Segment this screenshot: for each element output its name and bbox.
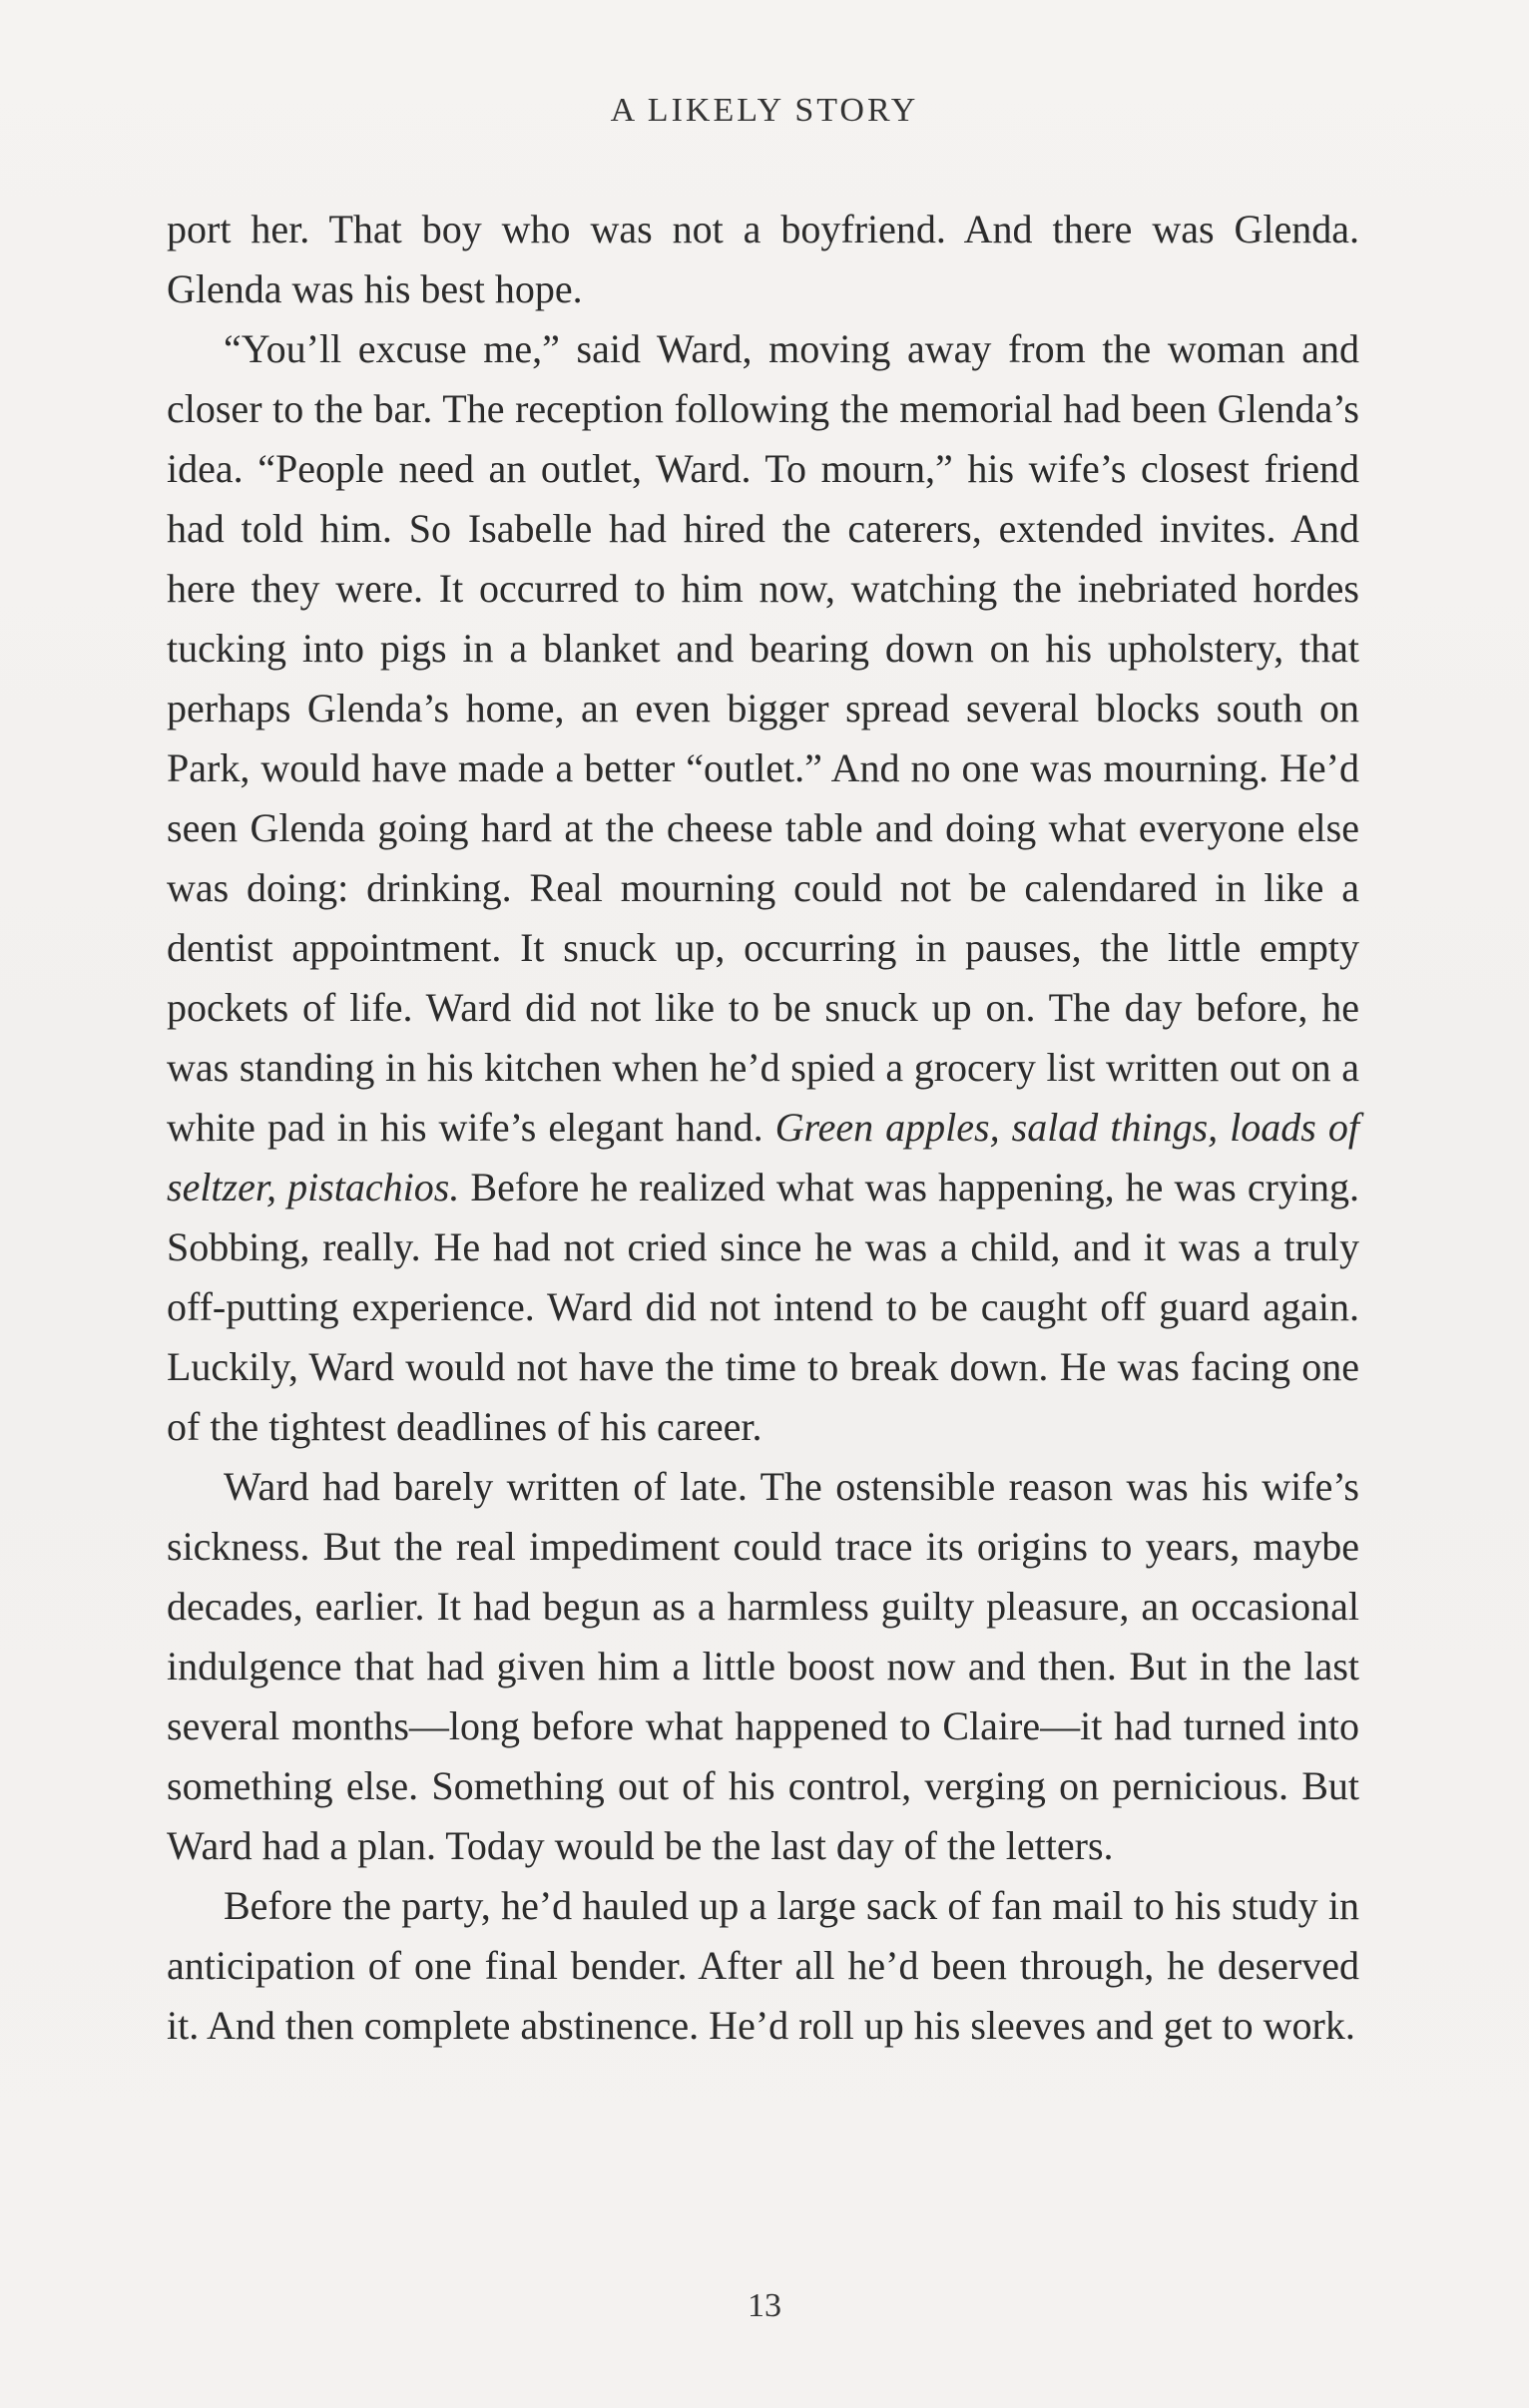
- paragraph-2: [167, 319, 1359, 1457]
- paragraph-4: Before the party, he’d hauled up a large sack of fan mail to his study in anticipation of one final bender. After all he’d been through, he deserved it. And then complete abstinence. He’d roll up his sleeves and get to work.: [167, 1883, 1359, 2048]
- paragraph-2-text: “You’ll excuse me,” said Ward, moving away from the woman and closer to the bar. The reception following the memorial had been Glenda’s idea. “People need an outlet, Ward. To mourn,” his wife’s closest friend had told him. So Isabelle had hired the caterers, extended invites. And here they were. It occurred to him now, watching the inebriated hordes tucking into pigs in a blanket and bearing down on his upholstery, that perhaps Glenda’s home, an even bigger spread several blocks south on Park, would have made a better “outlet.” And no one was mourning. He’d seen Glenda going hard at the cheese table and doing what everyone else was doing: drinking. Real mourning could not be calendared in like a dentist appointment. It snuck up, occurring in pauses, the little empty pockets of life. Ward did not like to be snuck up on. The day before, he was standing in his kitchen when he’d spied a grocery list written out on a white pad in his wife’s elegant hand.: [167, 326, 1359, 1150]
- paragraph-2-text-after: Before he realized what was happening, he was crying. Sobbing, really. He had not cried since he was a child, and it was a truly off-putting experience. Ward did not intend to be caught off guard again. Luckily, Ward would not have the time to break down. He was facing one of the tightest deadlines of his career.: [167, 1165, 1360, 1449]
- running-head: A LIKELY STORY: [610, 92, 919, 129]
- paragraph-1: port her. That boy who was not a boyfriend. And there was Glenda. Glenda was his best hope.: [167, 207, 1359, 311]
- page-number: 13: [748, 2287, 781, 2324]
- paragraph-3: Ward had barely written of late. The ostensible reason was his wife’s sickness. But the real impediment could trace its origins to years, maybe decades, earlier. It had begun as a harmless guilty pleasure, an occasional indulgence that had given him a little boost now and then. But in the last several months—long before what happened to Claire—it had turned into something else. Something out of his control, verging on pernicious. But Ward had a plan. Today would be the last day of the letters.: [167, 1464, 1359, 1868]
- grocery-list-italic: Green apples, salad things, loads of seltzer, pistachios.: [167, 1105, 1359, 1209]
- body-text: [167, 200, 1359, 2056]
